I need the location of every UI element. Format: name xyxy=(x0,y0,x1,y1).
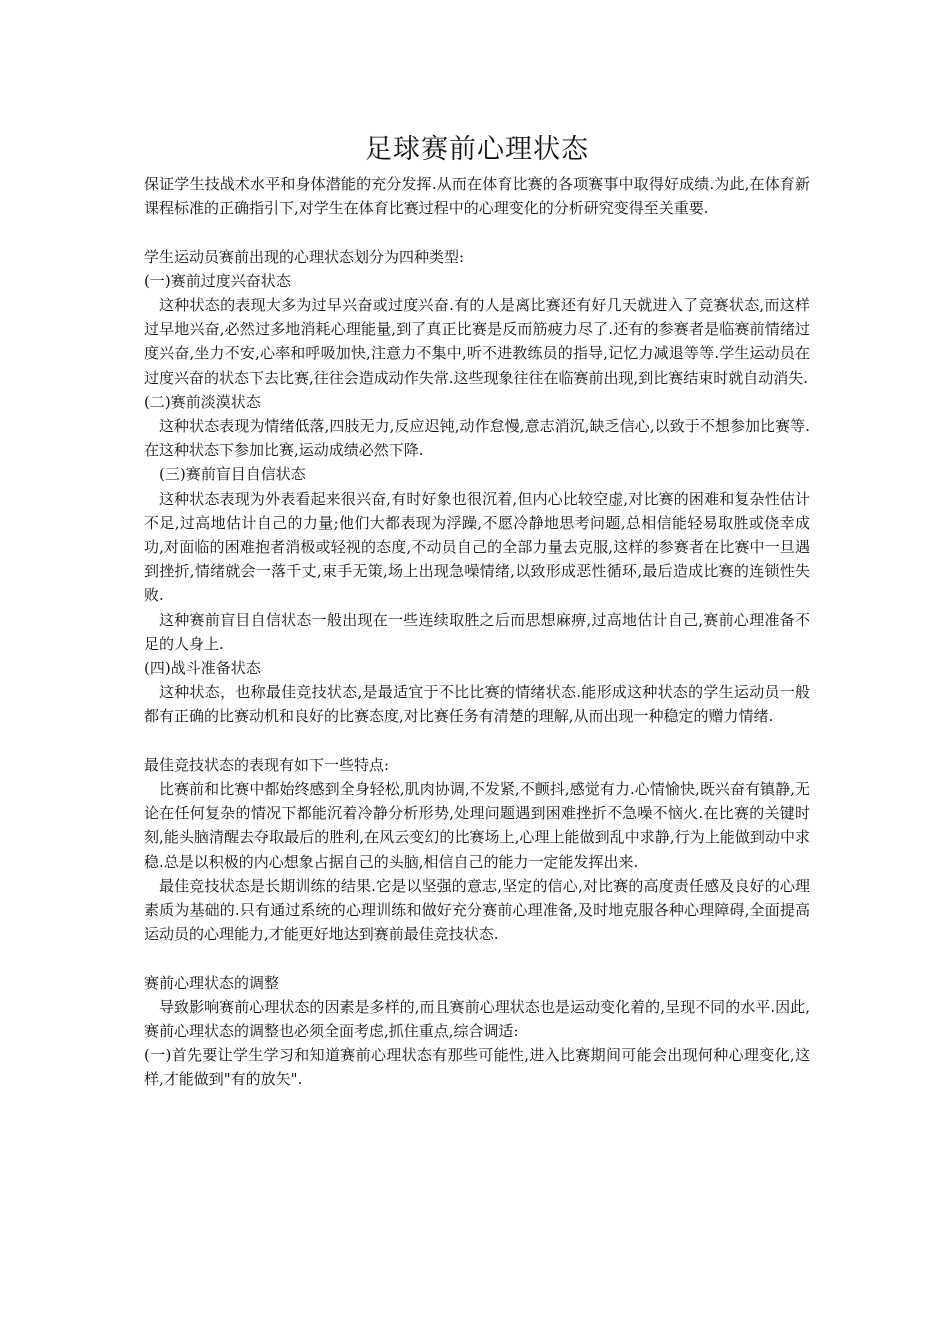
document-title: 足球赛前心理状态 xyxy=(365,134,589,165)
spacer xyxy=(144,729,810,753)
type2-body: 这种状态表现为情绪低落,四肢无力,反应迟钝,动作怠慢,意志消沉,缺乏信心,以致于不想参加比赛等.在这种状态下参加比赛,运动成绩必然下降. xyxy=(144,417,810,460)
features-body-1: 比赛前和比赛中都始终感到全身轻松,肌肉协调,不发紧,不颤抖,感觉有力.心情愉快,既兴奋有镇静,无论在任何复杂的情况下都能沉着冷静分析形势,处理问题遇到困难挫折不急噪不恼火.在比赛的关键时刻,能头脑清醒去夺取最后的胜利,在风云变幻的比赛场上,心理上能做到乱中求静,行为上能做到动中求稳.总是以积极的内心想象占据自己的头脑,相信自己的能力一定能发挥出来. xyxy=(144,780,810,871)
document-page xyxy=(144,130,810,1092)
type4-heading: (四)战斗准备状态 xyxy=(144,659,261,678)
type2-heading: (二)赛前淡漠状态 xyxy=(144,392,261,411)
type1-heading: (一)赛前过度兴奋状态 xyxy=(144,271,291,290)
type1-body: 这种状态的表现大多为过早兴奋或过度兴奋.有的人是离比赛还有好几天就进入了竞赛状态,而这样过早地兴奋,必然过多地消耗心理能量,到了真正比赛是反而筋疲力尽了.还有的参赛者是临赛前情绪过度兴奋,坐力不安,心率和呼吸加快,注意力不集中,听不进教练员的指导,记忆力减退等等.学生运动员在过度兴奋的状态下去比赛,往往会造成动作失常.这些现象往往在临赛前出现,到比赛结束时就自动消失. xyxy=(144,296,810,387)
adjustment-body: 导致影响赛前心理状态的因素是多样的,而且赛前心理状态也是运动变化着的,呈现不同的水平.因此,赛前心理状态的调整也必须全面考虑,抓住重点,综合调适: xyxy=(144,997,810,1041)
adjustment-item-1: (一)首先要让学生学习和知道赛前心理状态有那些可能性,进入比赛期间可能会出现何种心理变化,这样,才能做到"有的放矢". xyxy=(144,1046,810,1089)
intro-paragraph: 保证学生技战术水平和身体潜能的充分发挥.从而在体育比赛的各项赛事中取得好成绩.为此,在体育新课程标准的正确指引下,对学生在体育比赛过程中的心理变化的分析研究变得至关重要. xyxy=(144,175,810,218)
type3-body-1: 这种状态表现为外表看起来很兴奋,有时好象也很沉着,但内心比较空虚,对比赛的困难和复杂性估计不足,过高地估计自己的力量;他们大都表现为浮躁,不愿冷静地思考问题,总相信能轻易取胜或侥幸成功,对面临的困难抱者消极或轻视的态度,不动员自己的全部力量去克服,这样的参赛者在比赛中一旦遇到挫折,情绪就会一落千丈,束手无策,场上出现急噪情绪,以致形成恶性循环,最后造成比赛的连锁性失败. xyxy=(144,489,810,605)
features-lead: 最佳竞技状态的表现有如下一些特点: xyxy=(144,755,390,774)
adjustment-heading: 赛前心理状态的调整 xyxy=(144,973,280,992)
type3-heading: (三)赛前盲目自信状态 xyxy=(159,465,306,484)
type3-body-2: 这种赛前盲目自信状态一般出现在一些连续取胜之后而思想麻痹,过高地估计自己,赛前心理准备不足的人身上. xyxy=(144,610,810,653)
spacer xyxy=(144,220,810,244)
type4-body: 这种状态，也称最佳竞技状态,是最适宜于不比比赛的情绪状态.能形成这种状态的学生运动员一般都有正确的比赛动机和良好的比赛态度,对比赛任务有清楚的理解,从而出现一种稳定的赠力情绪. xyxy=(144,683,810,726)
types-lead: 学生运动员赛前出现的心理状态划分为四种类型: xyxy=(144,247,465,266)
spacer xyxy=(144,946,810,970)
features-body-2: 最佳竞技状态是长期训练的结果.它是以坚强的意志,坚定的信心,对比赛的高度责任感及良好的心理素质为基础的.只有通过系统的心理训练和做好充分赛前心理准备,及时地克服各种心理障碍,全面提高运动员的心理能力,才能更好地达到赛前最佳竞技状态. xyxy=(144,876,810,944)
